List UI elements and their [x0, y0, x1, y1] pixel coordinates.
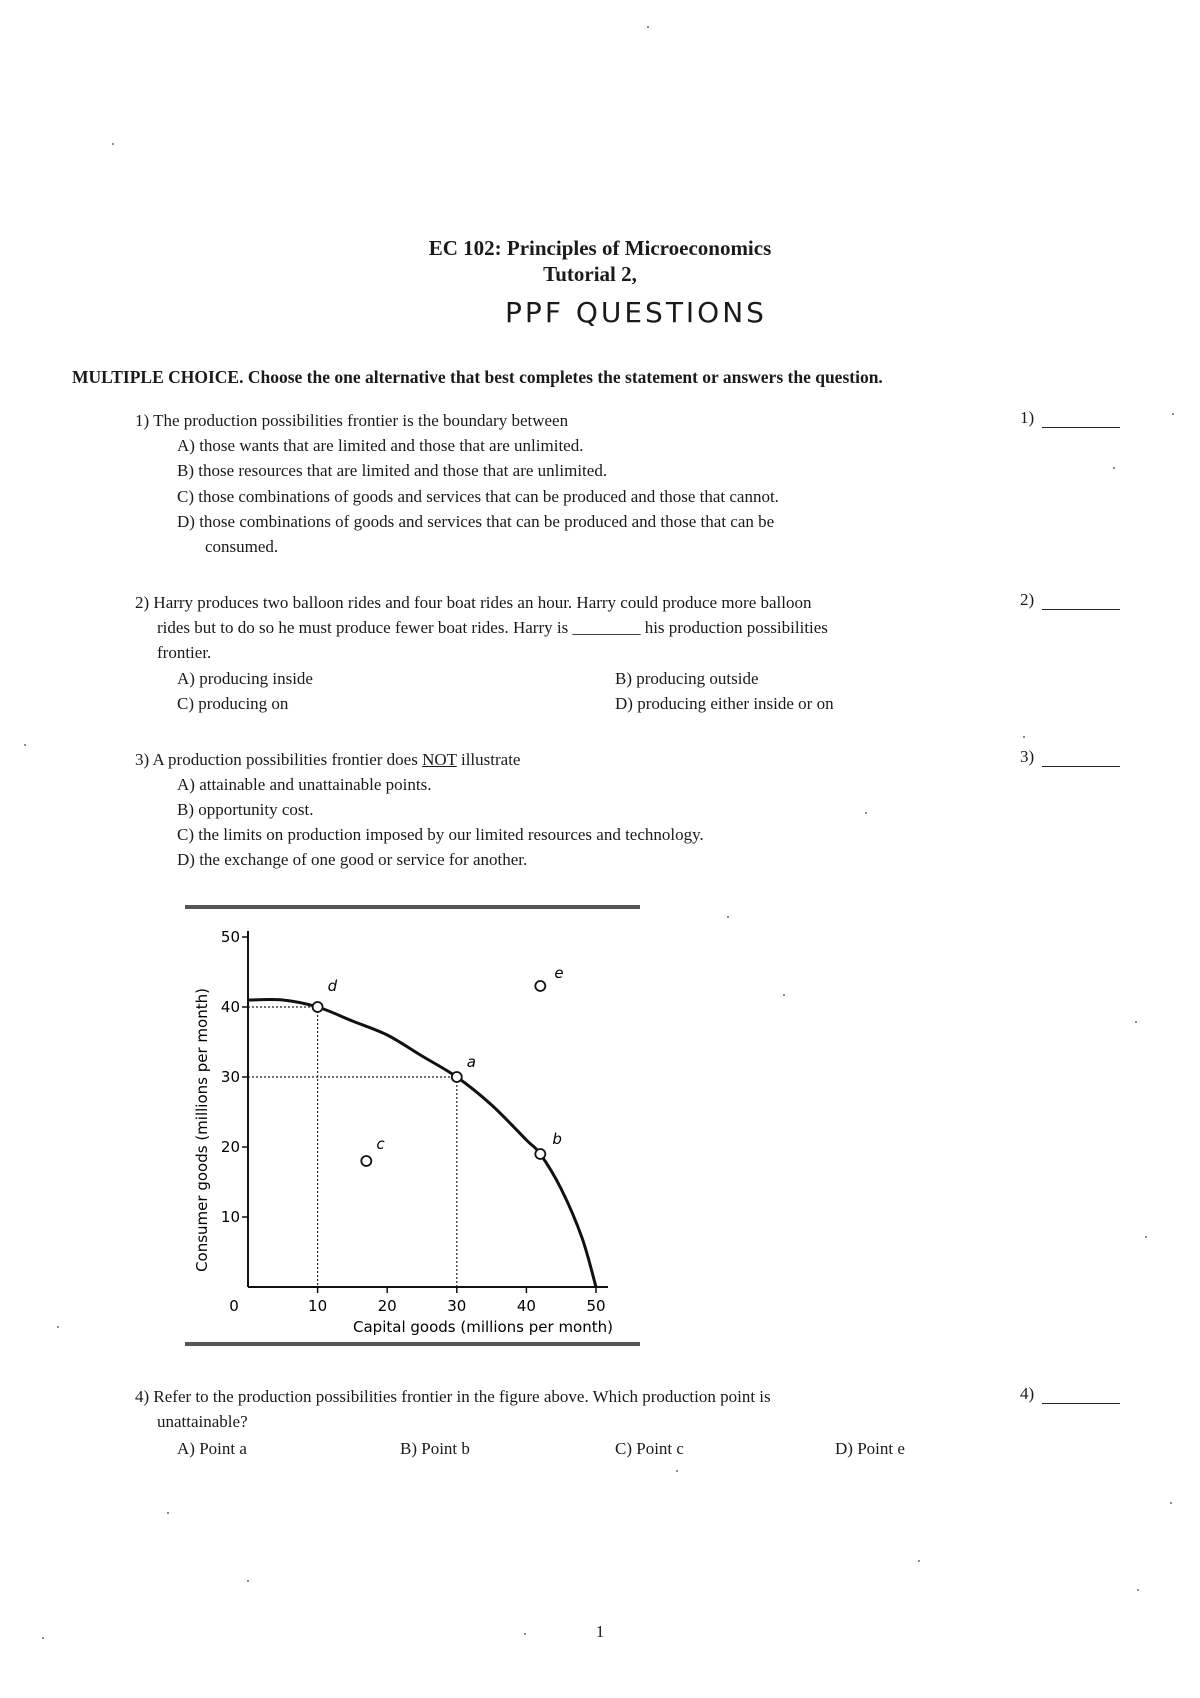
question-2-stem-line1: 2) Harry produces two balloon rides and four boat rides an hour. Harry could produce more balloon: [135, 593, 812, 612]
chart-point-label-d: d: [327, 977, 338, 995]
question-3-answer[interactable]: [1020, 747, 1120, 767]
ppf-curve: [248, 999, 596, 1287]
scan-speck: [247, 1580, 249, 1582]
question-2-answer[interactable]: [1020, 590, 1120, 610]
question-2-stem-line2: rides but to do so he must produce fewer boat rides. Harry is ________ his production possibilities: [157, 618, 828, 637]
chart-x-tick-label: 40: [516, 1297, 536, 1315]
course-title: EC 102: Principles of Microeconomics: [428, 236, 772, 260]
chart-y-tick-label: 50: [220, 928, 240, 946]
chart-point-label-b: b: [552, 1130, 562, 1148]
instructions: [72, 367, 883, 388]
figure-top-rule: [185, 905, 640, 909]
instructions-text: Choose the one alternative that best completes the statement or answers the question.: [243, 367, 883, 387]
question-1-option-b: B) those resources that are limited and those that are unlimited.: [177, 461, 608, 480]
question-4-option-d: D) Point e: [835, 1439, 905, 1458]
scan-speck: [1023, 736, 1025, 738]
chart-point-label-a: a: [466, 1053, 477, 1071]
question-2-option-d: D) producing either inside or on: [615, 694, 834, 713]
question-1-option-c: C) those combinations of goods and services that can be produced and those that cannot.: [177, 487, 779, 506]
question-3-stem-post: illustrate: [456, 750, 521, 769]
answer-blank[interactable]: [1042, 411, 1120, 428]
page-number: 1: [595, 1622, 605, 1641]
chart-point-a: [452, 1072, 462, 1082]
question-4-number: 4): [1020, 1384, 1035, 1403]
scan-speck: [24, 744, 26, 746]
question-2-option-c: C) producing on: [177, 694, 289, 713]
scan-speck: [727, 916, 729, 918]
question-2-stem-line3: frontier.: [157, 643, 212, 662]
question-1-option-a: A) those wants that are limited and those that are unlimited.: [177, 436, 584, 455]
answer-blank[interactable]: [1042, 1387, 1120, 1404]
question-2-option-a: A) producing inside: [177, 669, 313, 688]
scan-speck: [524, 1633, 526, 1635]
question-4-option-b: B) Point b: [400, 1439, 470, 1458]
question-4-answer[interactable]: [1020, 1384, 1120, 1404]
scan-speck: [783, 994, 785, 996]
chart-x-tick-label: 0: [229, 1297, 239, 1315]
chart-x-tick-label: 50: [586, 1297, 606, 1315]
question-1-option-d-cont: consumed.: [205, 537, 279, 556]
chart-x-tick-label: 20: [377, 1297, 397, 1315]
question-4-option-a: A) Point a: [177, 1439, 247, 1458]
chart-point-c: [361, 1156, 371, 1166]
scan-speck: [918, 1560, 920, 1562]
question-1-number: 1): [1020, 408, 1035, 427]
question-2-option-b: B) producing outside: [615, 669, 759, 688]
ppf-chart: [170, 895, 650, 1355]
answer-blank[interactable]: [1042, 593, 1120, 610]
chart-y-tick-label: 20: [220, 1138, 240, 1156]
question-3-option-c: C) the limits on production imposed by our limited resources and technology.: [177, 825, 704, 844]
question-3-stem: [135, 747, 520, 772]
chart-point-e: [535, 981, 545, 991]
question-1-answer[interactable]: [1020, 408, 1120, 428]
scan-speck: [1135, 1021, 1137, 1023]
chart-y-label: Consumer goods (millions per month): [193, 988, 211, 1272]
question-3-option-d: D) the exchange of one good or service for another.: [177, 850, 528, 869]
scan-speck: [1137, 1589, 1139, 1591]
question-3-stem-emphasis: NOT: [422, 750, 457, 769]
handwritten-subtitle: PPF QUESTIONS: [505, 296, 767, 329]
scan-speck: [57, 1326, 59, 1328]
question-3-option-b: B) opportunity cost.: [177, 800, 314, 819]
chart-point-d: [313, 1002, 323, 1012]
question-4-stem-line1: 4) Refer to the production possibilities frontier in the figure above. Which production point is: [135, 1387, 771, 1406]
scan-speck: [865, 812, 867, 814]
chart-x-tick-label: 30: [447, 1297, 467, 1315]
chart-y-tick-label: 30: [220, 1068, 240, 1086]
chart-point-label-c: c: [376, 1135, 385, 1153]
chart-x-tick-label: 10: [308, 1297, 328, 1315]
answer-blank[interactable]: [1042, 750, 1120, 767]
question-1-stem: 1) The production possibilities frontier is the boundary between: [135, 411, 569, 430]
chart-x-label: Capital goods (millions per month): [353, 1318, 613, 1336]
scan-speck: [112, 143, 114, 145]
chart-y-tick-label: 10: [220, 1208, 240, 1226]
question-4-stem-line2: unattainable?: [157, 1412, 248, 1431]
question-4-option-c: C) Point c: [615, 1439, 684, 1458]
scan-speck: [1172, 413, 1174, 415]
question-2-number: 2): [1020, 590, 1035, 609]
tutorial-title: Tutorial 2,: [543, 262, 637, 286]
question-3-number: 3): [1020, 747, 1035, 766]
chart-point-label-e: e: [554, 964, 564, 982]
scan-speck: [1170, 1502, 1172, 1504]
chart-point-b: [535, 1149, 545, 1159]
chart-y-tick-label: 40: [220, 998, 240, 1016]
scan-speck: [42, 1637, 44, 1639]
scan-speck: [676, 1470, 678, 1472]
question-3-option-a: A) attainable and unattainable points.: [177, 775, 432, 794]
scan-speck: [1113, 467, 1115, 469]
question-1-option-d: D) those combinations of goods and services that can be produced and those that can be: [177, 512, 775, 531]
figure-bottom-rule: [185, 1342, 640, 1346]
question-3-stem-pre: 3) A production possibilities frontier does: [135, 750, 423, 769]
scan-speck: [167, 1512, 169, 1514]
scan-speck: [647, 26, 649, 28]
instructions-lead: MULTIPLE CHOICE.: [72, 367, 244, 387]
scan-speck: [1145, 1236, 1147, 1238]
